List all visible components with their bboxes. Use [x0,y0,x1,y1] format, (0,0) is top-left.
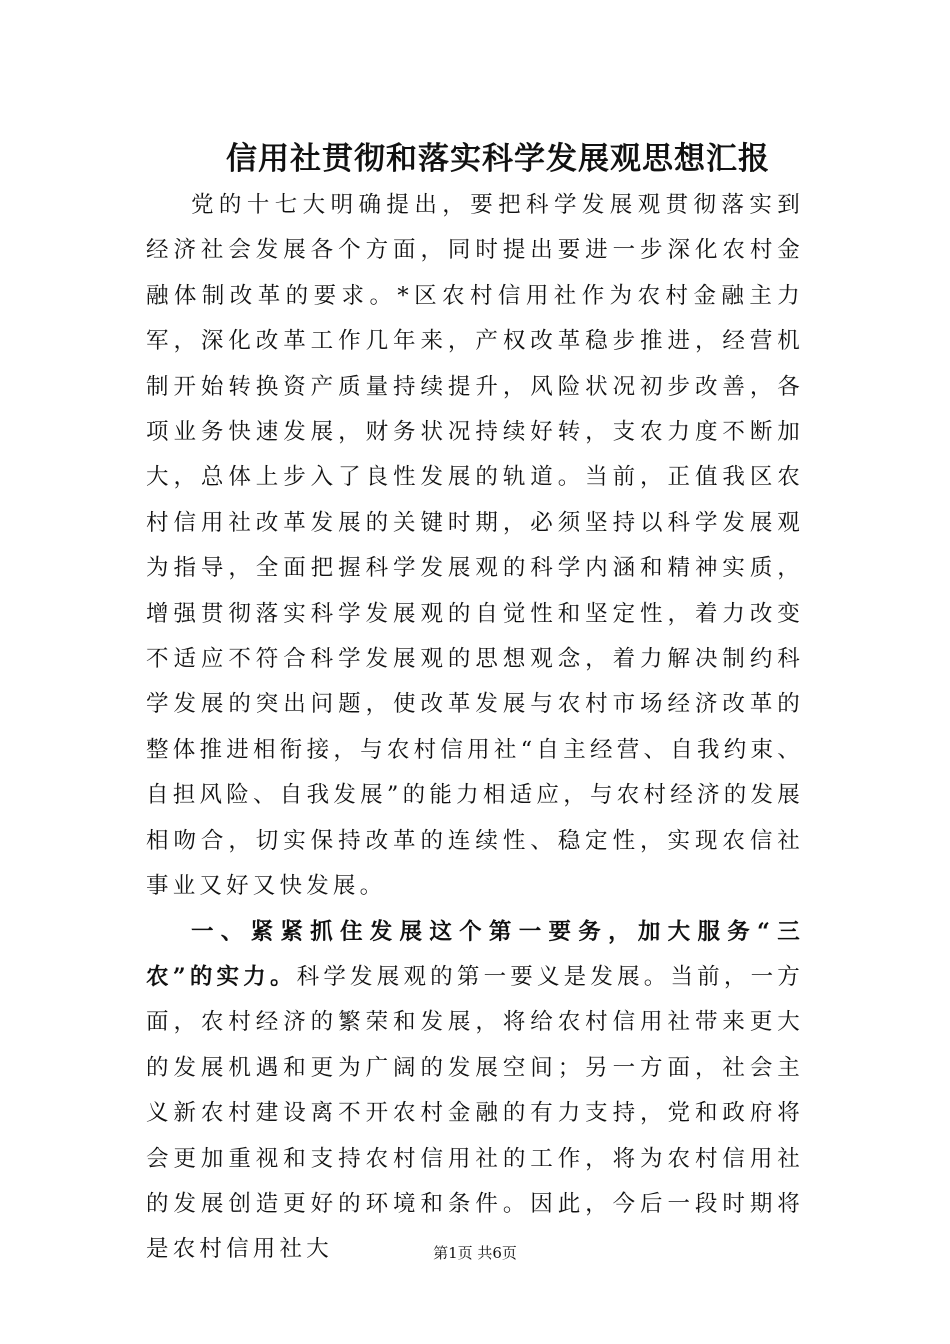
document-body [146,183,804,1273]
section-1-heading: 一、紧紧抓住发展这个第一要务，加大服务“三农”的实力。 [146,918,804,990]
page-footer: 第1页 共6页 [433,1244,517,1262]
paragraph-intro-text: 党的十七大明确提出，要把科学发展观贯彻落实到经济社会发展各个方面，同时提出要进一步深化农村金融体制改革的要求。*区农村信用社作为农村金融主力军，深化改革工作几年来，产权改革稳步推进，经营机制开始转换资产质量持续提升，风险状况初步改善，各项业务快速发展，财务状况持续好转，支农力度不断加大，总体上步入了良性发展的轨道。当前，正值我区农村信用社改革发展的关键时期，必须坚持以科学发展观为指导，全面把握科学发展观的科学内涵和精神实质，增强贯彻落实科学发展观的自觉性和坚定性，着力改变不适应不符合科学发展观的思想观念，着力解决制约科学发展的突出问题，使改革发展与农村市场经济改革的整体推进相衔接，与农村信用社“自主经营、自我约束、自担风险、自我发展”的能力相适应，与农村经济的发展相吻合，切实保持改革的连续性、稳定性，实现农信社事业又好又快发展。 [146,192,804,900]
paragraph-section-1 [146,910,804,1273]
document-title: 信用社贯彻和落实科学发展观思想汇报 [226,141,770,177]
paragraph-intro [146,183,804,910]
section-1-text: 科学发展观的第一要义是发展。当前，一方面，农村经济的繁荣和发展，将给农村信用社带来更大的发展机遇和更为广阔的发展空间；另一方面，社会主义新农村建设离不开农村金融的有力支持，党和政府将会更加重视和支持农村信用社的工作，将为农村信用社的发展创造更好的环境和条件。因此，今后一段时期将是农村信用社大 [146,963,804,1263]
